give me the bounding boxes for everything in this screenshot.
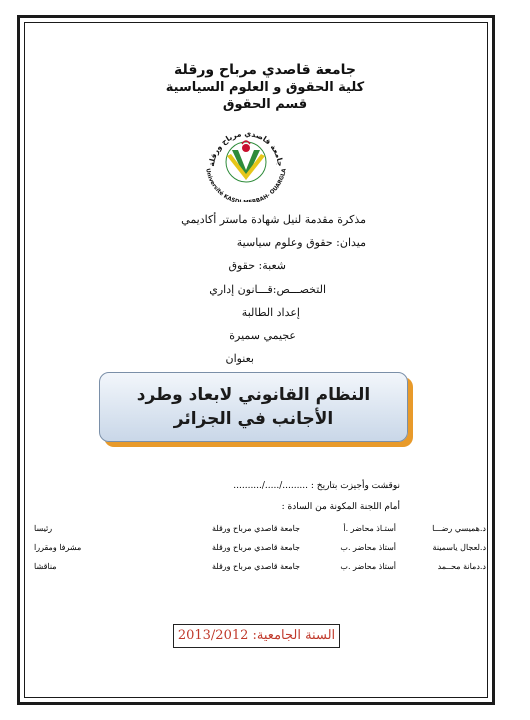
- academic-year-box: السنة الجامعية: 2013/2012: [173, 624, 340, 648]
- student-name: عجيمي سميرة: [229, 329, 296, 342]
- logo-emblem-icon: [226, 141, 266, 182]
- committee-name: د.لعجال ياسمينة: [432, 543, 486, 552]
- committee-name: د.دمانة محــمد: [437, 562, 486, 571]
- table-row: [34, 557, 486, 576]
- department-name: قسم الحقوق: [222, 97, 308, 112]
- title-label: بعنوان: [225, 352, 254, 365]
- thesis-title-line2: الأجانب في الجزائر: [173, 409, 334, 429]
- committee-role: مشرفا ومقررا: [34, 543, 82, 552]
- table-row: [34, 538, 486, 557]
- prepared-by-label: إعداد الطالبة: [241, 306, 300, 319]
- university-name: جامعة قاصدي مرباح ورقلة: [173, 62, 356, 78]
- branch-line: شعبة: حقوق: [228, 259, 286, 272]
- committee-rank: أستـاذ محاضر .أ: [343, 524, 396, 533]
- committee-institution: جامعة قاصدي مرباح ورقلة: [212, 562, 300, 571]
- memo-line: مذكرة مقدمة لنيل شهادة ماستر أكاديمي: [181, 213, 366, 226]
- field-line: ميدان: حقوق وعلوم سياسية: [236, 236, 366, 249]
- committee-table: [34, 519, 486, 576]
- committee-institution: جامعة قاصدي مرباح ورقلة: [212, 524, 300, 533]
- university-logo: [196, 120, 296, 202]
- thesis-title-box: [99, 372, 408, 442]
- committee-intro: أمام اللجنة المكونة من السادة :: [281, 502, 400, 512]
- committee-rank: أستاذ محاضر .ب: [340, 562, 396, 571]
- committee-role: رئيسا: [34, 524, 53, 533]
- committee-rank: أستاذ محاضر .ب: [340, 543, 396, 552]
- specialty-line: التخصـــص:قـــانون إداري: [209, 283, 326, 296]
- faculty-name: كلية الحقوق و العلوم السياسية: [165, 80, 365, 95]
- committee-institution: جامعة قاصدي مرباح ورقلة: [212, 543, 300, 552]
- thesis-title-line1: النظام القانوني لابعاد وطرد: [136, 385, 371, 405]
- committee-role: مناقشا: [34, 562, 57, 571]
- defense-date-line: نوقشت وأجيزت بتاريخ : ........./...../..........: [233, 481, 400, 491]
- table-row: [34, 519, 486, 538]
- logo-arabic-text: جامعة قاصدي مرباح ورقلة: [206, 128, 286, 167]
- logo-latin-text: Université KASD BAH- OUARGLA: [204, 168, 288, 202]
- committee-name: د.هميسي رضـــا: [432, 524, 486, 533]
